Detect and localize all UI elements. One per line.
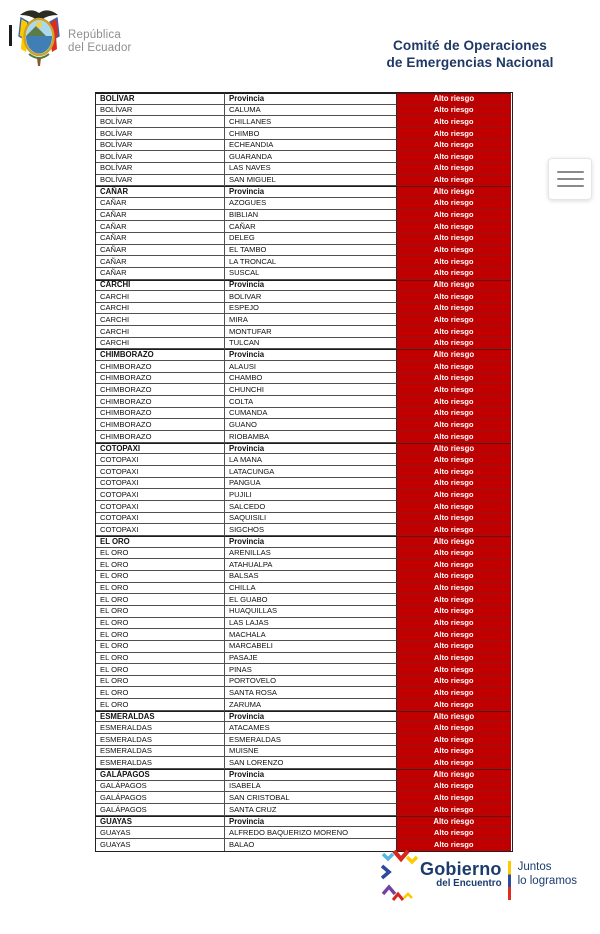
province-cell: CARCHI (96, 291, 225, 303)
risk-status-cell: Alto riesgo (397, 233, 512, 245)
risk-status-cell: Alto riesgo (397, 186, 512, 198)
brand-subname: del Encuentro (436, 878, 502, 889)
province-cell: CHIMBORAZO (96, 349, 225, 361)
canton-cell: SANTA CRUZ (225, 804, 397, 816)
risk-status-cell: Alto riesgo (397, 384, 512, 396)
canton-cell: DELEG (225, 233, 397, 245)
province-cell: CARCHI (96, 326, 225, 338)
province-cell: GALÁPAGOS (96, 804, 225, 816)
risk-status-cell: Alto riesgo (397, 163, 512, 175)
provincia-label-cell: Provincia (225, 769, 397, 781)
canton-cell: SAN CRISTOBAL (225, 792, 397, 804)
menu-button[interactable] (548, 158, 592, 200)
risk-status-cell: Alto riesgo (397, 454, 512, 466)
risk-status-cell: Alto riesgo (397, 93, 512, 105)
canton-cell: MUISNE (225, 746, 397, 758)
canton-cell: PUJILI (225, 489, 397, 501)
risk-status-cell: Alto riesgo (397, 594, 512, 606)
province-cell: CAÑAR (96, 245, 225, 257)
canton-cell: ALAUSI (225, 361, 397, 373)
canton-cell: CHILLANES (225, 116, 397, 128)
canton-cell: RIOBAMBA (225, 431, 397, 443)
province-cell: CAÑAR (96, 198, 225, 210)
province-cell: EL ORO (96, 559, 225, 571)
risk-status-cell: Alto riesgo (397, 361, 512, 373)
canton-cell: SALCEDO (225, 501, 397, 513)
canton-cell: ESMERALDAS (225, 734, 397, 746)
canton-cell: MIRA (225, 314, 397, 326)
risk-status-cell: Alto riesgo (397, 151, 512, 163)
province-cell: CHIMBORAZO (96, 361, 225, 373)
province-cell: EL ORO (96, 687, 225, 699)
canton-cell: ISABELA (225, 781, 397, 793)
province-cell: GALÁPAGOS (96, 792, 225, 804)
risk-status-cell: Alto riesgo (397, 373, 512, 385)
province-cell: EL ORO (96, 536, 225, 548)
province-cell: EL ORO (96, 641, 225, 653)
risk-status-cell: Alto riesgo (397, 769, 512, 781)
canton-cell: LAS NAVES (225, 163, 397, 175)
risk-status-cell: Alto riesgo (397, 664, 512, 676)
gobierno-del-encuentro-logo (380, 848, 577, 904)
risk-status-cell: Alto riesgo (397, 606, 512, 618)
province-cell: GUAYAS (96, 816, 225, 828)
risk-status-cell: Alto riesgo (397, 804, 512, 816)
province-cell: GUAYAS (96, 827, 225, 839)
risk-status-cell: Alto riesgo (397, 571, 512, 583)
canton-cell: BOLIVAR (225, 291, 397, 303)
risk-status-cell: Alto riesgo (397, 489, 512, 501)
province-cell: COTOPAXI (96, 454, 225, 466)
provincia-label-cell: Provincia (225, 443, 397, 455)
provincia-label-cell: Provincia (225, 280, 397, 292)
canton-cell: ESPEJO (225, 303, 397, 315)
province-cell: BOLÍVAR (96, 140, 225, 152)
page-title-line2: de Emergencias Nacional (386, 55, 554, 70)
risk-status-cell: Alto riesgo (397, 583, 512, 595)
province-cell: ESMERALDAS (96, 734, 225, 746)
canton-cell: LA MANA (225, 454, 397, 466)
canton-cell: SAN LORENZO (225, 757, 397, 769)
provincia-label-cell: Provincia (225, 349, 397, 361)
risk-status-cell: Alto riesgo (397, 641, 512, 653)
canton-cell: AZOGUES (225, 198, 397, 210)
risk-status-cell: Alto riesgo (397, 338, 512, 350)
risk-status-cell: Alto riesgo (397, 443, 512, 455)
canton-cell: LATACUNGA (225, 466, 397, 478)
canton-cell: LAS LAJAS (225, 618, 397, 630)
brand-text (420, 860, 502, 889)
province-cell: BOLÍVAR (96, 105, 225, 117)
province-cell: CAÑAR (96, 233, 225, 245)
canton-cell: ATACAMES (225, 722, 397, 734)
canton-cell: ATAHUALPA (225, 559, 397, 571)
canton-cell: LA TRONCAL (225, 256, 397, 268)
risk-status-cell: Alto riesgo (397, 653, 512, 665)
risk-status-cell: Alto riesgo (397, 746, 512, 758)
province-cell: BOLÍVAR (96, 93, 225, 105)
risk-status-cell: Alto riesgo (397, 478, 512, 490)
province-cell: BOLÍVAR (96, 175, 225, 187)
risk-status-cell: Alto riesgo (397, 524, 512, 536)
canton-cell: ZARUMA (225, 699, 397, 711)
canton-cell: MARCABELI (225, 641, 397, 653)
canton-cell: BALAO (225, 839, 397, 851)
gobierno-logo-chevrons-icon (380, 850, 418, 904)
risk-status-cell: Alto riesgo (397, 827, 512, 839)
province-cell: CHIMBORAZO (96, 408, 225, 420)
risk-status-cell: Alto riesgo (397, 314, 512, 326)
province-cell: CHIMBORAZO (96, 419, 225, 431)
risk-status-cell: Alto riesgo (397, 629, 512, 641)
province-cell: CAÑAR (96, 256, 225, 268)
risk-status-cell: Alto riesgo (397, 198, 512, 210)
canton-cell: CAÑAR (225, 221, 397, 233)
province-cell: CAÑAR (96, 186, 225, 198)
risk-status-cell: Alto riesgo (397, 816, 512, 828)
canton-cell: MONTUFAR (225, 326, 397, 338)
risk-status-cell: Alto riesgo (397, 466, 512, 478)
risk-status-cell: Alto riesgo (397, 268, 512, 280)
risk-status-cell: Alto riesgo (397, 781, 512, 793)
risk-status-cell: Alto riesgo (397, 326, 512, 338)
province-cell: BOLÍVAR (96, 163, 225, 175)
province-cell: COTOPAXI (96, 466, 225, 478)
canton-cell: BIBLIAN (225, 210, 397, 222)
risk-status-cell: Alto riesgo (397, 116, 512, 128)
ecuador-coat-of-arms-icon (16, 6, 62, 70)
province-cell: CARCHI (96, 338, 225, 350)
brand-slogan (518, 861, 577, 888)
risk-status-cell: Alto riesgo (397, 140, 512, 152)
province-cell: BOLÍVAR (96, 128, 225, 140)
risk-status-cell: Alto riesgo (397, 792, 512, 804)
province-cell: CHIMBORAZO (96, 384, 225, 396)
gov-logo-line2: del Ecuador (68, 41, 132, 54)
canton-cell: CHUNCHI (225, 384, 397, 396)
risk-status-cell: Alto riesgo (397, 722, 512, 734)
province-cell: COTOPAXI (96, 443, 225, 455)
province-cell: CARCHI (96, 303, 225, 315)
provincia-label-cell: Provincia (225, 186, 397, 198)
province-cell: CAÑAR (96, 221, 225, 233)
province-cell: CHIMBORAZO (96, 431, 225, 443)
risk-status-cell: Alto riesgo (397, 303, 512, 315)
canton-cell: PANGUA (225, 478, 397, 490)
province-cell: EL ORO (96, 571, 225, 583)
province-cell: EL ORO (96, 606, 225, 618)
risk-status-cell: Alto riesgo (397, 128, 512, 140)
province-cell: EL ORO (96, 548, 225, 560)
province-cell: EL ORO (96, 629, 225, 641)
risk-status-cell: Alto riesgo (397, 419, 512, 431)
canton-cell: COLTA (225, 396, 397, 408)
risk-status-cell: Alto riesgo (397, 839, 512, 851)
province-cell: ESMERALDAS (96, 757, 225, 769)
canton-cell: SANTA ROSA (225, 687, 397, 699)
brand-slogan-line1: Juntos (517, 861, 552, 873)
brand-slogan-line2: lo logramos (517, 874, 578, 887)
canton-cell: GUARANDA (225, 151, 397, 163)
risk-status-cell: Alto riesgo (397, 349, 512, 361)
canton-cell: ARENILLAS (225, 548, 397, 560)
province-cell: COTOPAXI (96, 489, 225, 501)
risk-status-cell: Alto riesgo (397, 221, 512, 233)
canton-cell: CALUMA (225, 105, 397, 117)
risk-status-cell: Alto riesgo (397, 175, 512, 187)
risk-status-cell: Alto riesgo (397, 757, 512, 769)
canton-cell: PORTOVELO (225, 676, 397, 688)
province-cell: CARCHI (96, 314, 225, 326)
province-cell: ESMERALDAS (96, 711, 225, 723)
risk-status-cell: Alto riesgo (397, 245, 512, 257)
risk-status-cell: Alto riesgo (397, 618, 512, 630)
canton-cell: MACHALA (225, 629, 397, 641)
provincia-label-cell: Provincia (225, 93, 397, 105)
canton-cell: SUSCAL (225, 268, 397, 280)
province-cell: CAÑAR (96, 268, 225, 280)
risk-status-cell: Alto riesgo (397, 280, 512, 292)
canton-cell: SAN MIGUEL (225, 175, 397, 187)
risk-status-cell: Alto riesgo (397, 256, 512, 268)
brand-name: Gobierno (420, 859, 502, 879)
risk-status-cell: Alto riesgo (397, 676, 512, 688)
brand-separator-bar (508, 861, 511, 900)
province-cell: EL ORO (96, 583, 225, 595)
province-risk-table (95, 92, 513, 852)
page-title-line1: Comité de Operaciones (393, 38, 547, 53)
canton-cell: GUANO (225, 419, 397, 431)
risk-status-cell: Alto riesgo (397, 548, 512, 560)
canton-cell: CUMANDA (225, 408, 397, 420)
risk-status-cell: Alto riesgo (397, 291, 512, 303)
provincia-label-cell: Provincia (225, 536, 397, 548)
province-cell: GUAYAS (96, 839, 225, 851)
province-cell: COTOPAXI (96, 513, 225, 525)
risk-status-cell: Alto riesgo (397, 431, 512, 443)
province-cell: GALÁPAGOS (96, 769, 225, 781)
canton-cell: EL GUABO (225, 594, 397, 606)
province-cell: ESMERALDAS (96, 746, 225, 758)
province-cell: EL ORO (96, 699, 225, 711)
province-cell: ESMERALDAS (96, 722, 225, 734)
canton-cell: TULCAN (225, 338, 397, 350)
province-cell: CAÑAR (96, 210, 225, 222)
province-cell: COTOPAXI (96, 478, 225, 490)
canton-cell: SIGCHOS (225, 524, 397, 536)
province-cell: CHIMBORAZO (96, 373, 225, 385)
risk-status-cell: Alto riesgo (397, 536, 512, 548)
provincia-label-cell: Provincia (225, 711, 397, 723)
province-cell: BOLÍVAR (96, 151, 225, 163)
republica-del-ecuador-logo (16, 6, 132, 70)
risk-status-cell: Alto riesgo (397, 501, 512, 513)
page-edge-mark (9, 25, 12, 46)
risk-status-cell: Alto riesgo (397, 513, 512, 525)
gov-logo-text (68, 29, 132, 54)
canton-cell: SAQUISILI (225, 513, 397, 525)
province-cell: BOLÍVAR (96, 116, 225, 128)
province-cell: EL ORO (96, 664, 225, 676)
province-cell: EL ORO (96, 653, 225, 665)
province-cell: EL ORO (96, 676, 225, 688)
canton-cell: HUAQUILLAS (225, 606, 397, 618)
canton-cell: CHAMBO (225, 373, 397, 385)
province-cell: GALÁPAGOS (96, 781, 225, 793)
canton-cell: BALSAS (225, 571, 397, 583)
province-cell: EL ORO (96, 594, 225, 606)
risk-status-cell: Alto riesgo (397, 711, 512, 723)
province-cell: CARCHI (96, 280, 225, 292)
canton-cell: CHIMBO (225, 128, 397, 140)
canton-cell: ECHEANDIA (225, 140, 397, 152)
risk-status-cell: Alto riesgo (397, 699, 512, 711)
canton-cell: EL TAMBO (225, 245, 397, 257)
gov-logo-line1: República (68, 29, 121, 41)
canton-cell: PINAS (225, 664, 397, 676)
risk-status-cell: Alto riesgo (397, 408, 512, 420)
canton-cell: PASAJE (225, 653, 397, 665)
page-title (372, 37, 568, 71)
provincia-label-cell: Provincia (225, 816, 397, 828)
canton-cell: ALFREDO BAQUERIZO MORENO (225, 827, 397, 839)
province-cell: EL ORO (96, 618, 225, 630)
risk-status-cell: Alto riesgo (397, 687, 512, 699)
risk-status-cell: Alto riesgo (397, 734, 512, 746)
risk-status-cell: Alto riesgo (397, 396, 512, 408)
province-cell: COTOPAXI (96, 501, 225, 513)
risk-status-cell: Alto riesgo (397, 210, 512, 222)
canton-cell: CHILLA (225, 583, 397, 595)
risk-status-cell: Alto riesgo (397, 559, 512, 571)
risk-status-cell: Alto riesgo (397, 105, 512, 117)
province-cell: CHIMBORAZO (96, 396, 225, 408)
province-cell: COTOPAXI (96, 524, 225, 536)
